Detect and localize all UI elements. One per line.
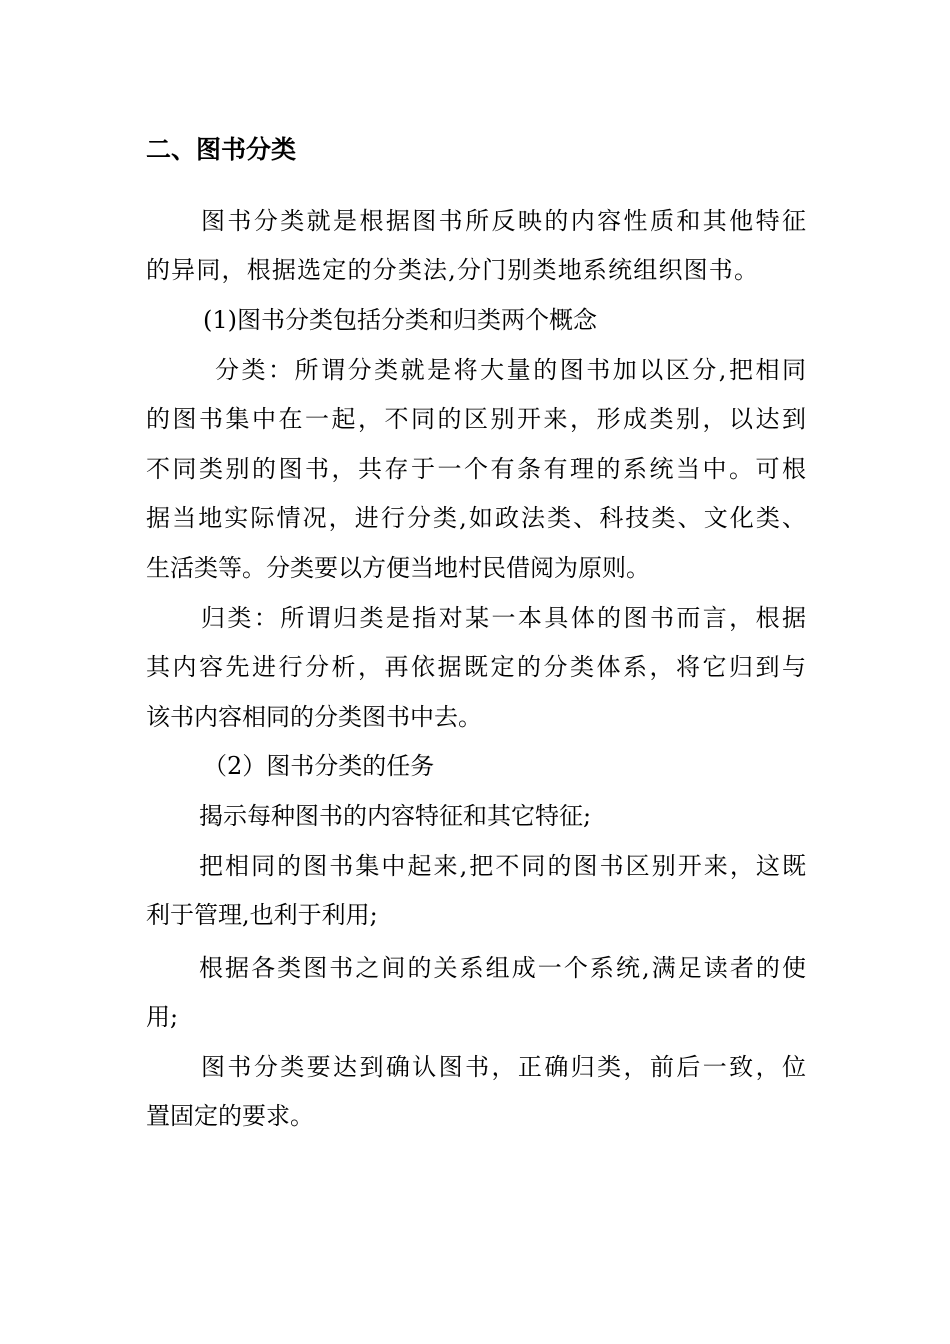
paragraph-line: 把相同的图书集中起来,把不同的图书区别开来，这既 (199, 852, 806, 880)
paragraph-line: 的异同，根据选定的分类法,分门别类地系统组织图书。 (146, 256, 758, 284)
paragraph-line: 置固定的要求。 (146, 1102, 314, 1130)
paragraph-line: 据当地实际情况，进行分类,如政法类、科技类、文化类、 (146, 504, 806, 532)
paragraph-line: 根据各类图书之间的关系组成一个系统,满足读者的使 (199, 954, 806, 982)
paragraph-line: 生活类等。分类要以方便当地村民借阅为原则。 (146, 554, 650, 582)
paragraph-line: 分类：所谓分类就是将大量的图书加以区分,把相同 (215, 356, 806, 384)
paragraph-line: 利于管理,也利于利用; (146, 901, 378, 929)
paragraph-line: 该书内容相同的分类图书中去。 (146, 703, 482, 731)
paragraph-line: 其内容先进行分析，再依据既定的分类体系，将它归到与 (146, 653, 806, 681)
section-heading: 二、图书分类 (146, 135, 297, 164)
paragraph-line: 不同类别的图书，共存于一个有条有理的系统当中。可根 (146, 455, 806, 483)
paragraph-line: （2）图书分类的任务 (203, 752, 435, 780)
paragraph-line: 图书分类要达到确认图书，正确归类，前后一致，位 (201, 1053, 806, 1081)
paragraph-line: 图书分类就是根据图书所反映的内容性质和其他特征 (201, 207, 806, 235)
paragraph-line: 归类：所谓归类是指对某一本具体的图书而言，根据 (201, 604, 806, 632)
paragraph-line: 用; (146, 1003, 179, 1031)
paragraph-line: 揭示每种图书的内容特征和其它特征; (199, 802, 592, 830)
paragraph-line: (1)图书分类包括分类和归类两个概念 (203, 306, 597, 334)
paragraph-line: 的图书集中在一起，不同的区别开来，形成类别，以达到 (146, 405, 806, 433)
